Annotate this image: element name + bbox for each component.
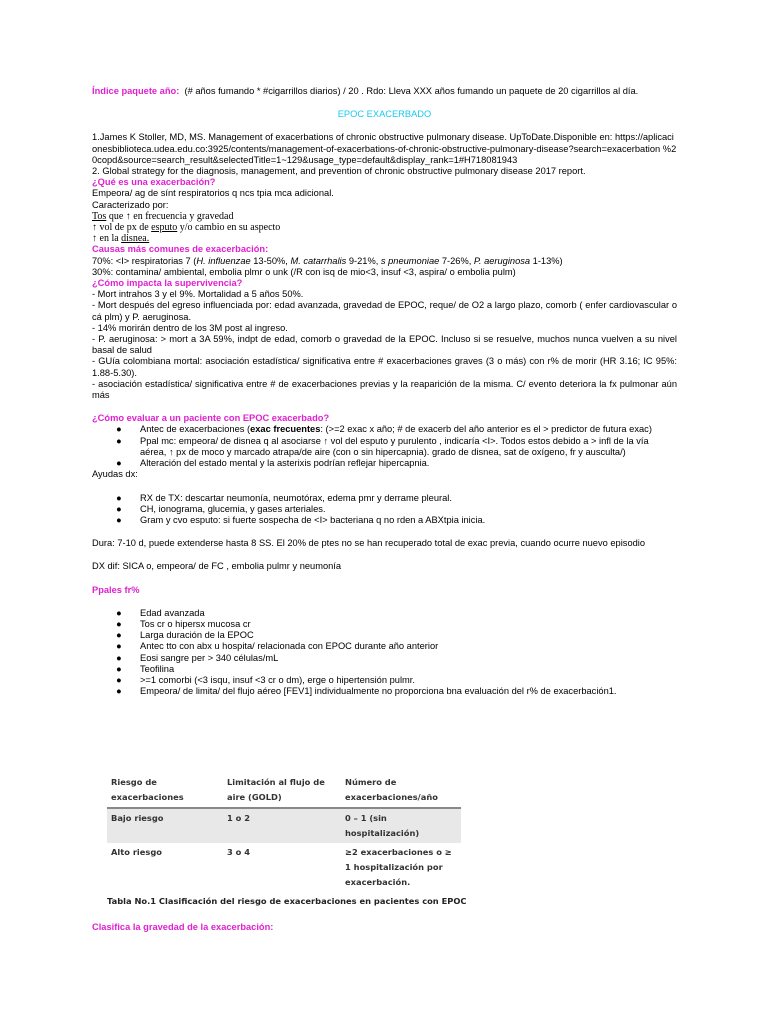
section-heading-evaluate: ¿Cómo evaluar a un paciente con EPOC exacerbado? xyxy=(92,413,330,424)
bullet-icon: ● xyxy=(116,607,122,618)
risk-classification-table xyxy=(107,773,461,892)
bullet-icon: ● xyxy=(116,686,122,697)
list-item: ● Larga duración de la EPOC xyxy=(116,630,254,641)
characterized-label: Caracterizado por: xyxy=(92,199,169,210)
reference-2: 2. Global strategy for the diagnosis, management, and prevention of chronic obstructive pulmonary disease 2017 report. xyxy=(92,166,586,177)
criterion-sputum: ↑ vol de px de esputo y/o cambio en su aspecto xyxy=(92,222,281,234)
list-item: ● Edad avanzada xyxy=(116,607,205,618)
table-cell: 0 – 1 (sin hospitalización) xyxy=(341,808,461,843)
section-heading-what-is: ¿Qué es una exacerbación? xyxy=(92,177,216,188)
table-header-cell: Limitación al flujo de aire (GOLD) xyxy=(223,773,341,808)
bullet-icon: ● xyxy=(116,492,122,503)
page-title: EPOC EXACERBADO xyxy=(337,109,432,120)
bullet-icon: ● xyxy=(116,514,122,525)
risk-factors-list xyxy=(92,608,677,698)
survival-item: - 14% morirán dentro de los 3M post al ingreso. xyxy=(92,322,288,333)
section-heading-survival: ¿Cómo impacta la supervivencia? xyxy=(92,278,243,289)
table-row xyxy=(107,843,461,892)
duration-paragraph: Dura: 7-10 d, puede extenderse hasta 8 SS. El 20% de ptes no se han recuperado total de exac previa, cuando ocurre nuevo episodio xyxy=(92,538,646,549)
survival-item: - GUía colombiana mortal: asociación estadística/ significativa entre # exacerbaciones graves (3 o más) con r% de morir (HR 3.16; IC 95%: 1.88-5.30). xyxy=(92,356,677,378)
survival-item: - Mort después del egreso influenciada por: edad avanzada, gravedad de EPOC, reque/ de O2 a largo plazo, comorb ( enfer cardiovascular o cá plm) y P. aeruginosa. xyxy=(92,300,677,322)
list-item: ● >=1 comorbi (<3 isqu, insuf <3 cr o dm), erge o hipertensión pulmr. xyxy=(116,674,415,685)
list-item: ● Alteración del estado mental y la asterixis podrían reflejar hipercapnia. xyxy=(116,458,430,469)
survival-item: - asociación estadística/ significativa entre # de exacerbaciones previas y la reaparición de la misma. C/ evento deteriora la fx pulmonar aún más xyxy=(92,378,677,401)
pack-year-paragraph xyxy=(92,86,677,97)
list-item: ● Empeora/ de limita/ del flujo aéreo [FEV1] individualmente no proporciona bna evaluación del r% de exacerbación1. xyxy=(116,686,617,697)
section-heading-causes: Causas más comunes de exacerbación: xyxy=(92,244,269,255)
list-item: ● Gram y cvo esputo: si fuerte sospecha de <I> bacteriana q no rden a ABXtpia inicia. xyxy=(116,514,486,525)
bullet-icon: ● xyxy=(116,424,122,435)
bullet-icon: ● xyxy=(116,652,122,663)
table-caption: Tabla No.1 Clasificación del riesgo de exacerbaciones en pacientes con EPOC xyxy=(107,896,467,906)
definition-text: Empeora/ ag de sínt respiratorios q ncs tpia mca adicional. xyxy=(92,188,334,199)
diagnostic-aids-list xyxy=(92,493,677,527)
bullet-icon: ● xyxy=(116,663,122,674)
survival-item: - Mort intrahos 3 y el 9%. Mortalidad a 5 años 50%. xyxy=(92,289,304,300)
table-cell: Alto riesgo xyxy=(111,847,162,857)
evaluation-list xyxy=(92,424,677,469)
table-header-row xyxy=(107,773,461,808)
table-cell: Bajo riesgo xyxy=(107,808,223,843)
table-header-cell: Número de exacerbaciones/año xyxy=(341,773,461,808)
list-item: ● CH, ionograma, glucemia, y gases arteriales. xyxy=(116,503,326,514)
table-cell: 3 o 4 xyxy=(227,847,251,857)
reference-1: 1.James K Stoller, MD, MS. Management of exacerbations of chronic obstructive pulmonary disease. UpToDate.Disponible en: https://aplicacionesbiblioteca.udea.edu.co:3925/contents/management-of-exacerbations-of-chronic-obstructive-pulmonary-disease?search=exacerbation %20copd&source=search_result&selectedTitle=1~129&usage_type=default&display_rank=1#H718081943 xyxy=(92,132,677,165)
table-cell: 1 o 2 xyxy=(223,808,341,843)
list-item: ● Ppal mc: empeora/ de disnea q al asociarse ↑ vol del esputo y purulento , indicaría <I>. Todos estos debido a > infl de la vía aérea, ↑ px de moco y marcado atrapa/de aire (con o sin hipercapnia). grado de disnea, sat de oxígeno, fr y ausculta/) xyxy=(116,435,649,457)
differential-dx-paragraph: DX dif: SICA o, empeora/ de FC , embolia pulmr y neumonía xyxy=(92,561,342,572)
aids-label: Ayudas dx: xyxy=(92,469,138,480)
bullet-icon: ● xyxy=(116,630,122,641)
bullet-icon: ● xyxy=(116,674,122,685)
section-heading-severity: Clasifica la gravedad de la exacerbación: xyxy=(92,922,274,932)
bullet-icon: ● xyxy=(116,458,122,469)
bullet-icon: ● xyxy=(116,503,122,514)
pack-year-text: (# años fumando * #cigarrillos diarios) / 20 . Rdo: Lleva XXX años fumando un paquete de 20 cigarrillos al día. xyxy=(184,86,639,96)
bullet-icon: ● xyxy=(116,641,122,652)
document-body xyxy=(92,86,677,697)
table-row xyxy=(107,808,461,843)
causes-line-30: 30%: contamina/ ambiental, embolia plmr o unk (/R con isq de mio<3, insuf <3, aspira/ o embolia pulm) xyxy=(92,266,516,277)
bullet-icon: ● xyxy=(116,435,122,446)
list-item: ● Teofilina xyxy=(116,663,175,674)
survival-item: - P. aeruginosa: > mort a 3A 59%, indpt de edad, comorb o gravedad de la EPOC. Incluso si se resuelve, muchos nunca vuelven a su nivel basal de salud xyxy=(92,334,677,356)
table-header-cell: Riesgo de exacerbaciones xyxy=(107,773,223,808)
list-item: ● RX de TX: descartar neumonía, neumotórax, edema pmr y derrame pleural. xyxy=(116,492,452,503)
criterion-dyspnea: ↑ en la disnea. xyxy=(92,233,150,245)
criterion-cough: Tos que ↑ en frecuencia y gravedad xyxy=(92,210,234,222)
section-heading-risk-factors: Ppales fr% xyxy=(92,584,140,595)
pack-year-label: Índice paquete año: xyxy=(92,86,180,96)
causes-line-70: 70%: <I> respiratorias 7 (H. influenzae 13-50%, M. catarrhalis 9-21%, s pneumoniae 7-26%, P. aeruginosa 1-13%) xyxy=(92,255,563,266)
list-item: ● Antec de exacerbaciones (exac frecuentes: (>=2 exac x año; # de exacerb del año anterior es el > predictor de futura exac) xyxy=(116,424,652,435)
list-item: ● Eosi sangre per > 340 células/mL xyxy=(116,652,279,663)
list-item: ● Antec tto con abx u hospita/ relacionada con EPOC durante año anterior xyxy=(116,641,439,652)
list-item: ● Tos cr o hipersx mucosa cr xyxy=(116,618,251,629)
table-cell: ≥2 exacerbaciones o ≥ 1 hospitalización por exacerbación. xyxy=(345,847,452,887)
bullet-icon: ● xyxy=(116,618,122,629)
